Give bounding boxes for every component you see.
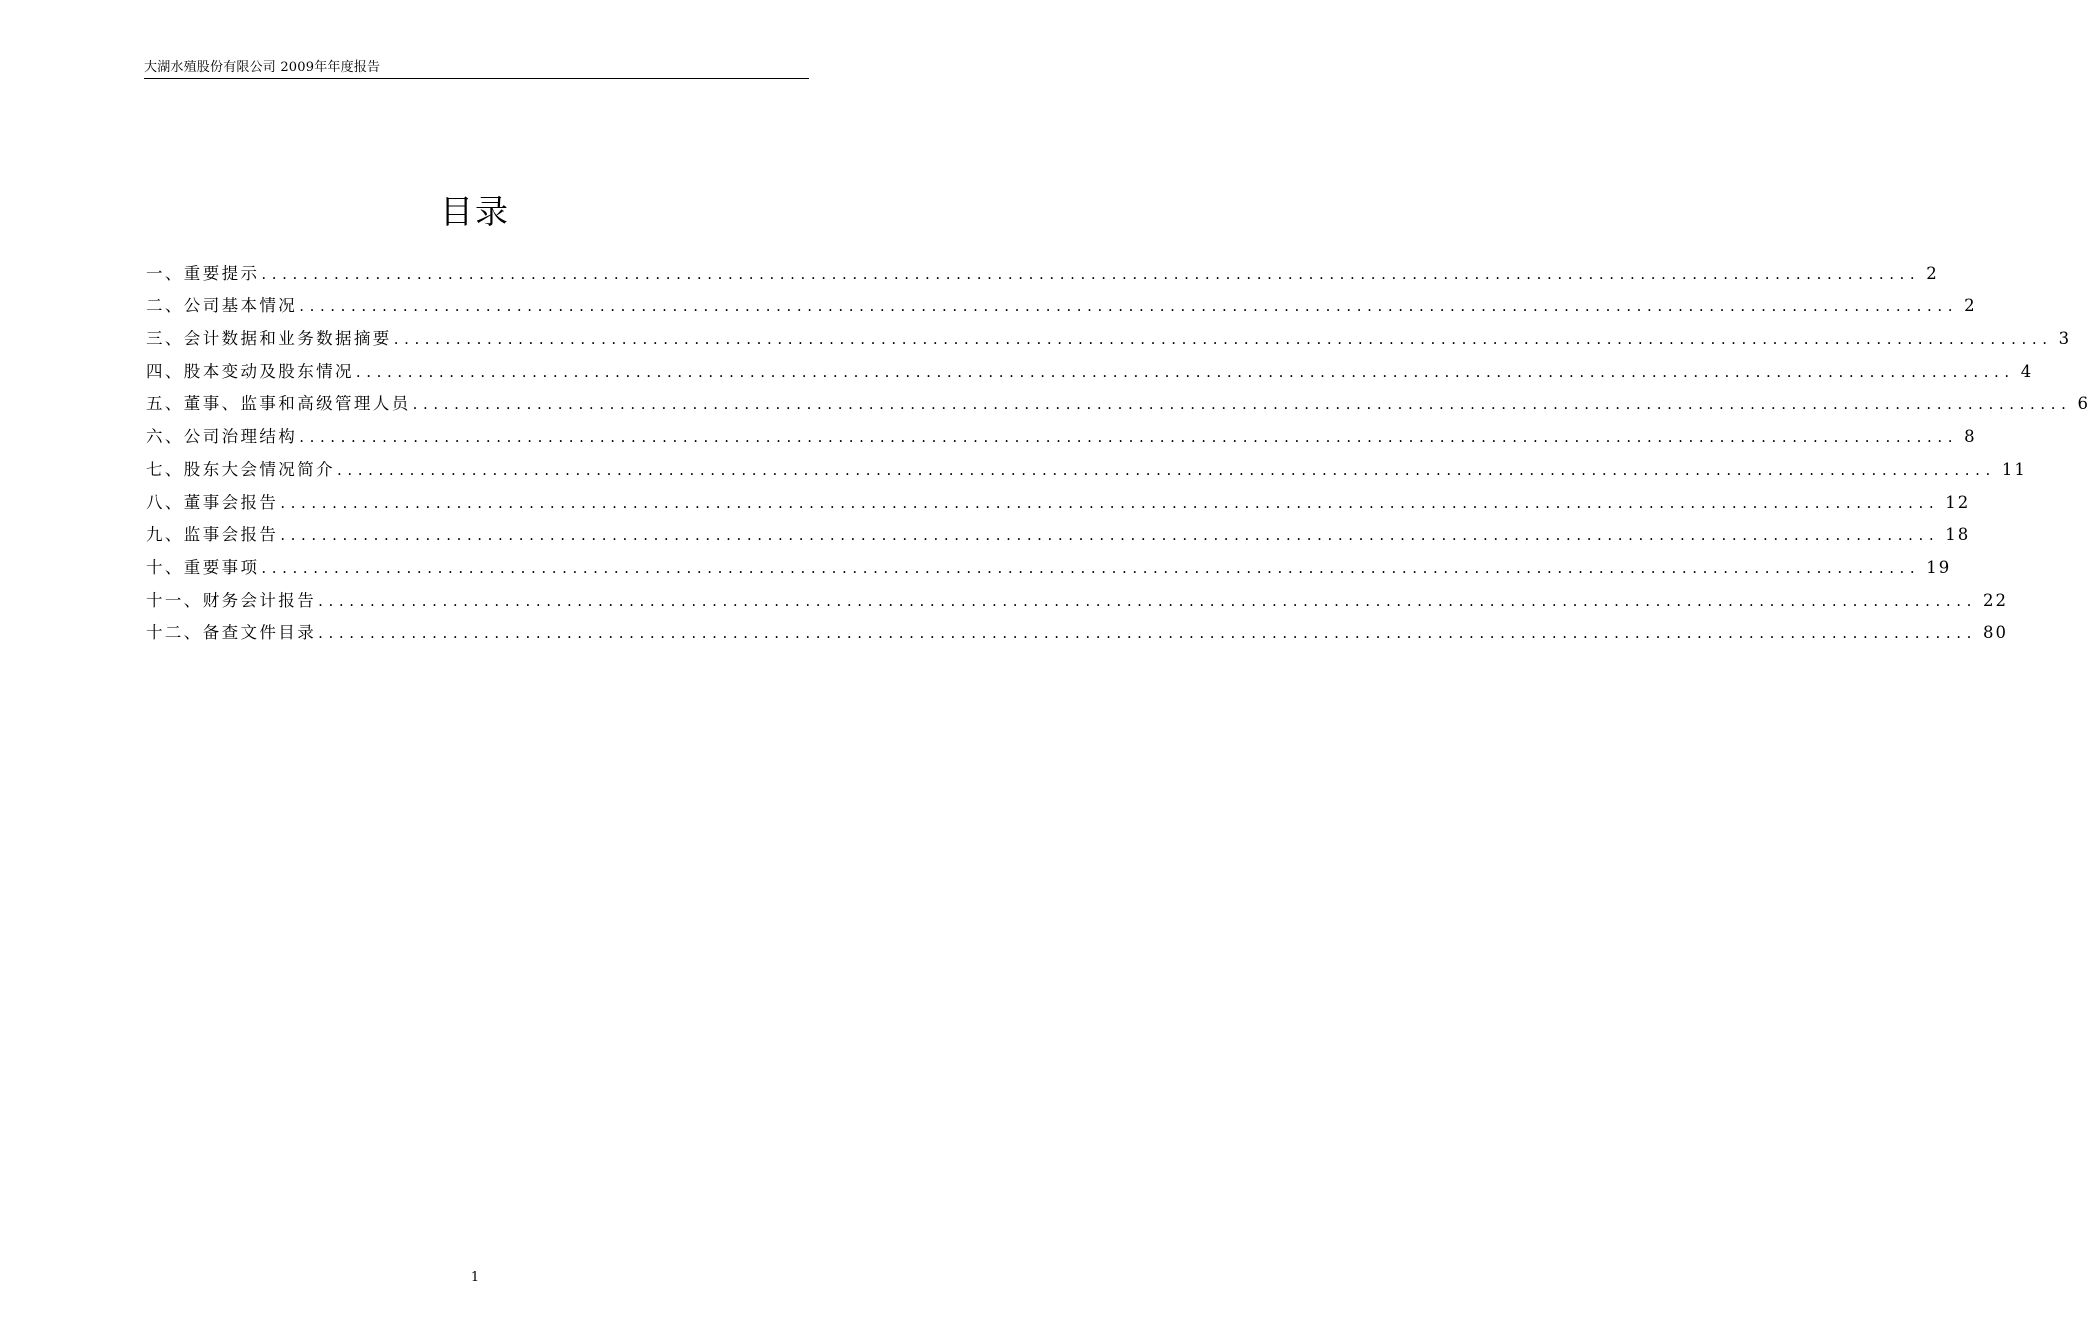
toc-entry-label: 五、董事、监事和高级管理人员 bbox=[146, 394, 411, 414]
toc-entry[interactable] bbox=[146, 285, 1977, 318]
toc-dot-leader: ................................................................................................................................................................ bbox=[318, 591, 1977, 610]
page-header bbox=[144, 60, 809, 79]
toc-dot-leader: ................................................................................................................................................................ bbox=[280, 526, 1940, 545]
toc-entry[interactable] bbox=[146, 415, 1977, 448]
toc-entry-label: 三、会计数据和业务数据摘要 bbox=[146, 329, 392, 349]
toc-entry[interactable] bbox=[146, 252, 1939, 285]
toc-entry-page: 4 bbox=[2020, 361, 2034, 381]
header-text: 大湖水殖股份有限公司 2009年年度报告 bbox=[144, 60, 381, 75]
toc-entry-label: 四、股本变动及股东情况 bbox=[146, 361, 354, 381]
toc-entry-page: 6 bbox=[2077, 394, 2090, 414]
toc-entry-page: 19 bbox=[1926, 557, 1952, 577]
toc-entry-page: 11 bbox=[2001, 459, 2027, 479]
toc-entry[interactable] bbox=[146, 579, 2008, 612]
toc-dot-leader: ................................................................................................................................................................ bbox=[355, 362, 2015, 381]
toc-dot-leader: ................................................................................................................................................................ bbox=[299, 297, 1959, 316]
toc-entry[interactable] bbox=[146, 481, 1971, 514]
toc-entry-label: 十二、备查文件目录 bbox=[146, 623, 317, 643]
toc-entry[interactable] bbox=[146, 350, 2034, 383]
toc-entry-label: 二、公司基本情况 bbox=[146, 296, 298, 316]
toc-dot-leader: ................................................................................................................................................................ bbox=[412, 395, 2072, 414]
toc-entry-label: 九、监事会报告 bbox=[146, 525, 279, 545]
toc-entry[interactable] bbox=[146, 546, 1952, 579]
toc-entry-page: 3 bbox=[2058, 329, 2072, 349]
toc-entry-page: 2 bbox=[1926, 263, 1939, 283]
toc-entry-page: 2 bbox=[1964, 296, 1977, 316]
toc-dot-leader: ................................................................................................................................................................ bbox=[280, 493, 1940, 512]
page-title: 目录 bbox=[440, 192, 510, 231]
toc-entry-label: 一、重要提示 bbox=[146, 263, 260, 283]
toc-entry[interactable] bbox=[146, 612, 2008, 645]
toc-entry[interactable] bbox=[146, 448, 2027, 481]
toc-dot-leader: ................................................................................................................................................................ bbox=[337, 460, 1996, 479]
toc-entry[interactable] bbox=[146, 514, 1971, 547]
toc-entry-label: 十一、财务会计报告 bbox=[146, 590, 317, 610]
toc-entry-label: 六、公司治理结构 bbox=[146, 427, 298, 447]
toc-entry-page: 18 bbox=[1945, 525, 1971, 545]
page-number: 1 bbox=[470, 1270, 480, 1285]
toc-dot-leader: ................................................................................................................................................................ bbox=[261, 558, 1921, 577]
toc-entry[interactable] bbox=[146, 317, 2072, 350]
toc-dot-leader: ................................................................................................................................................................ bbox=[299, 428, 1959, 447]
toc-entry-label: 十、重要事项 bbox=[146, 557, 260, 577]
toc-entry-label: 八、董事会报告 bbox=[146, 492, 279, 512]
toc-entry-label: 七、股东大会情况简介 bbox=[146, 459, 335, 479]
table-of-contents bbox=[146, 252, 2090, 644]
toc-dot-leader: ................................................................................................................................................................ bbox=[318, 624, 1977, 643]
toc-entry-page: 22 bbox=[1983, 590, 2008, 610]
toc-entry[interactable] bbox=[146, 383, 2090, 416]
toc-entry-page: 8 bbox=[1964, 427, 1977, 447]
toc-entry-page: 12 bbox=[1945, 492, 1971, 512]
toc-entry-page: 80 bbox=[1983, 623, 2008, 643]
toc-dot-leader: ................................................................................................................................................................ bbox=[261, 264, 1921, 283]
toc-dot-leader: ................................................................................................................................................................ bbox=[393, 330, 2053, 349]
